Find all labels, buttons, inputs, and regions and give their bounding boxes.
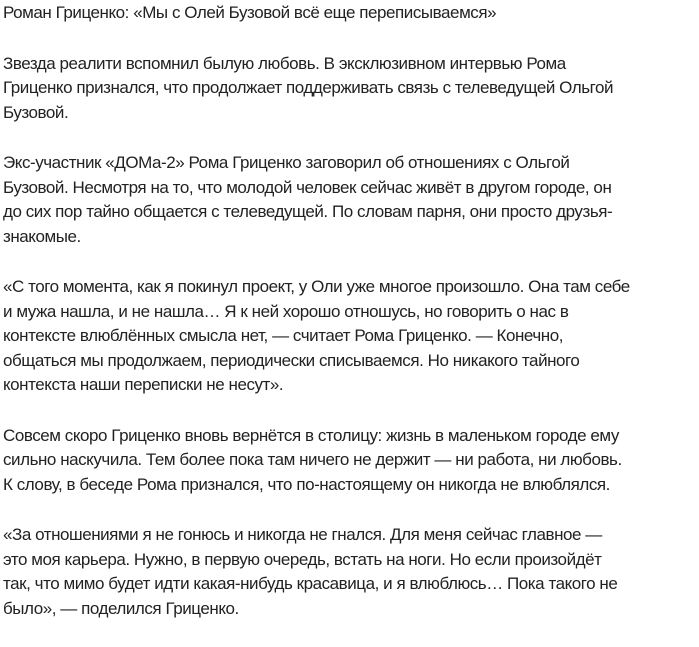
paragraph-line: Звезда реалити вспомнил былую любовь. В эксклюзивном интервью Рома — [3, 53, 566, 73]
paragraph-line: общаться мы продолжаем, периодически списываемся. Но никакого тайного — [3, 350, 580, 370]
article-title-text: Роман Гриценко: «Мы с Олей Бузовой всё еще переписываемся» — [3, 3, 497, 22]
paragraph-line: контекста наши переписки не несут». — [3, 375, 284, 394]
article-paragraph — [3, 52, 699, 126]
paragraph-line: Бузовой. — [3, 102, 69, 122]
paragraph-line: «С того момента, как я покинул проект, у Оли уже многое произошло. Она там себе — [3, 277, 630, 296]
article-body — [3, 52, 699, 622]
paragraph-line: это моя карьера. Нужно, в первую очередь, встать на ноги. Но если произойдёт — [3, 549, 602, 569]
article-paragraph — [3, 523, 699, 621]
paragraph-line: Экс-участник «ДОМа-2» Рома Гриценко заговорил об отношениях с Ольгой — [3, 153, 570, 172]
article-paragraph — [3, 424, 699, 498]
paragraph-line: «За отношениями я не гонюсь и никогда не гнался. Для меня сейчас главное — — [3, 525, 602, 544]
paragraph-line: Гриценко признался, что продолжает поддерживать связь с телеведущей Ольгой — [3, 78, 614, 97]
paragraph-line: Бузовой. Несмотря на то, что молодой человек сейчас живёт в другом городе, он — [3, 177, 612, 197]
paragraph-line: контексте влюблённых смысла нет, — считает Рома Гриценко. — Конечно, — [3, 326, 563, 345]
article-paragraph — [3, 275, 699, 398]
paragraph-line: было», — поделился Гриценко. — [3, 598, 239, 618]
article-title — [3, 1, 699, 26]
paragraph-line: знакомые. — [3, 226, 81, 246]
paragraph-line: до сих пор тайно общается с телеведущей. По словам парня, они просто друзья- — [3, 202, 613, 221]
article-paragraph — [3, 151, 699, 249]
paragraph-line: К слову, в беседе Рома признался, что по-настоящему он никогда не влюблялся. — [3, 474, 610, 494]
paragraph-line: и мужа нашла, и не нашла… Я к ней хорошо отношусь, но говорить о нас в — [3, 301, 569, 321]
paragraph-line: сильно наскучила. Тем более пока там ничего не держит — ни работа, ни любовь. — [3, 450, 622, 469]
article — [3, 1, 699, 647]
paragraph-line: Совсем скоро Гриценко вновь вернётся в столицу: жизнь в маленьком городе ему — [3, 425, 619, 445]
paragraph-line: так, что мимо будет идти какая-нибудь красавица, и я влюблюсь… Пока такого не — [3, 574, 618, 593]
